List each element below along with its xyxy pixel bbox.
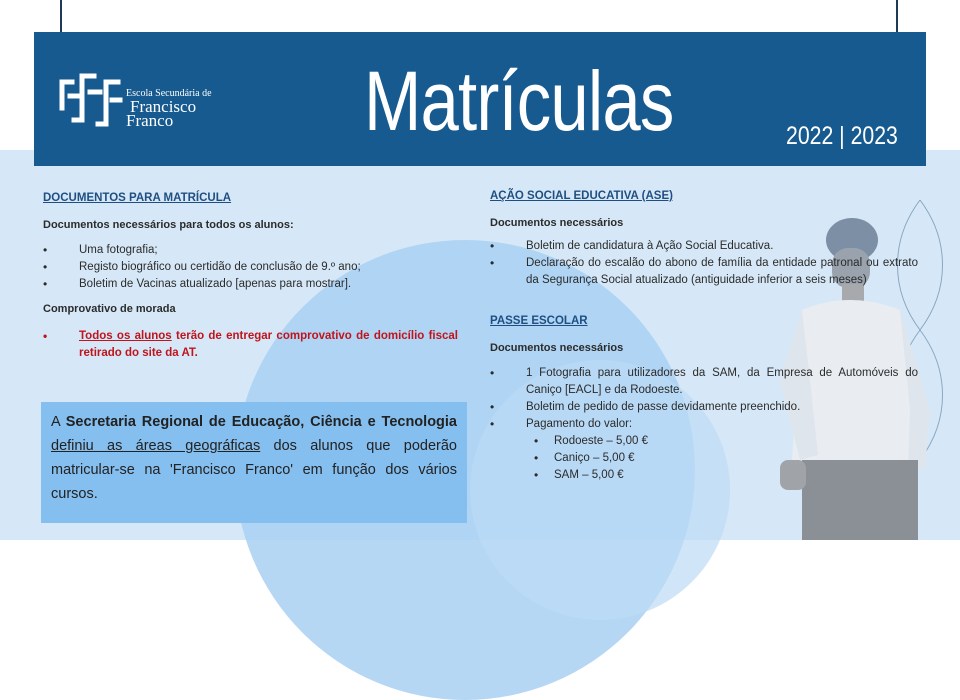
price-item: • Caniço – 5,00 € — [490, 450, 918, 467]
list-item: • Boletim de Vacinas atualizado [apenas para mostrar]. — [43, 276, 458, 293]
callout-entity: Secretaria Regional de Educação, Ciência e Tecnologia — [65, 414, 457, 430]
callout-underlined: definiu as áreas geográficas — [51, 438, 261, 454]
passe-subtitle: Documentos necessários — [490, 342, 624, 354]
list-item: • Pagamento do valor: — [490, 416, 918, 433]
residence-title: Comprovativo de morada — [43, 303, 176, 315]
ase-subtitle: Documentos necessários — [490, 217, 624, 229]
header-banner — [34, 32, 926, 166]
residence-text: terão de entregar comprovativo de domicílio fiscal retirado do site da AT. — [79, 330, 458, 359]
price-item: • Rodoeste – 5,00 € — [490, 433, 918, 450]
passe-list — [490, 365, 918, 433]
info-callout — [41, 402, 467, 523]
documents-list — [43, 242, 458, 293]
price-list — [490, 433, 918, 484]
school-name-line1: Francisco — [130, 97, 197, 116]
list-item: • Boletim de candidatura à Ação Social Educativa. — [490, 238, 918, 255]
callout-prefix: A — [51, 414, 66, 430]
left-column — [43, 190, 458, 362]
school-name-prefix: Escola Secundária de — [126, 88, 212, 99]
documents-subtitle: Documentos necessários para todos os alunos: — [43, 219, 294, 231]
school-name-line2: Franco — [126, 111, 174, 130]
ase-section-title: AÇÃO SOCIAL EDUCATIVA (ASE) — [490, 190, 673, 202]
school-logo-icon — [56, 68, 126, 130]
residence-note — [43, 328, 458, 362]
documents-section-title: DOCUMENTOS PARA MATRÍCULA — [43, 192, 232, 204]
ase-list — [490, 238, 918, 289]
school-year: 2022 | 2023 — [786, 122, 898, 150]
right-column — [490, 188, 918, 484]
passe-section-title: PASSE ESCOLAR — [490, 315, 588, 327]
page-title: Matrículas — [364, 54, 674, 148]
price-item: • SAM – 5,00 € — [490, 467, 918, 484]
list-item: • Uma fotografia; — [43, 242, 458, 259]
list-item: • 1 Fotografia para utilizadores da SAM, da Empresa de Automóveis do Caniço [EACL] e da Rodoeste. — [490, 365, 918, 399]
residence-list — [43, 328, 458, 362]
callout-text: dos alunos que poderão matricular-se na 'Francisco Franco' em função dos vários cursos. — [51, 438, 457, 502]
list-item: • Declaração do escalão do abono de família da entidade patronal ou extrato da Segurança Social atualizado (antiguidade inferior a seis meses) — [490, 255, 918, 289]
list-item: • Boletim de pedido de passe devidamente preenchido. — [490, 399, 918, 416]
list-item: • Registo biográfico ou certidão de conclusão de 9.º ano; — [43, 259, 458, 276]
residence-highlight: Todos os alunos — [79, 330, 172, 342]
